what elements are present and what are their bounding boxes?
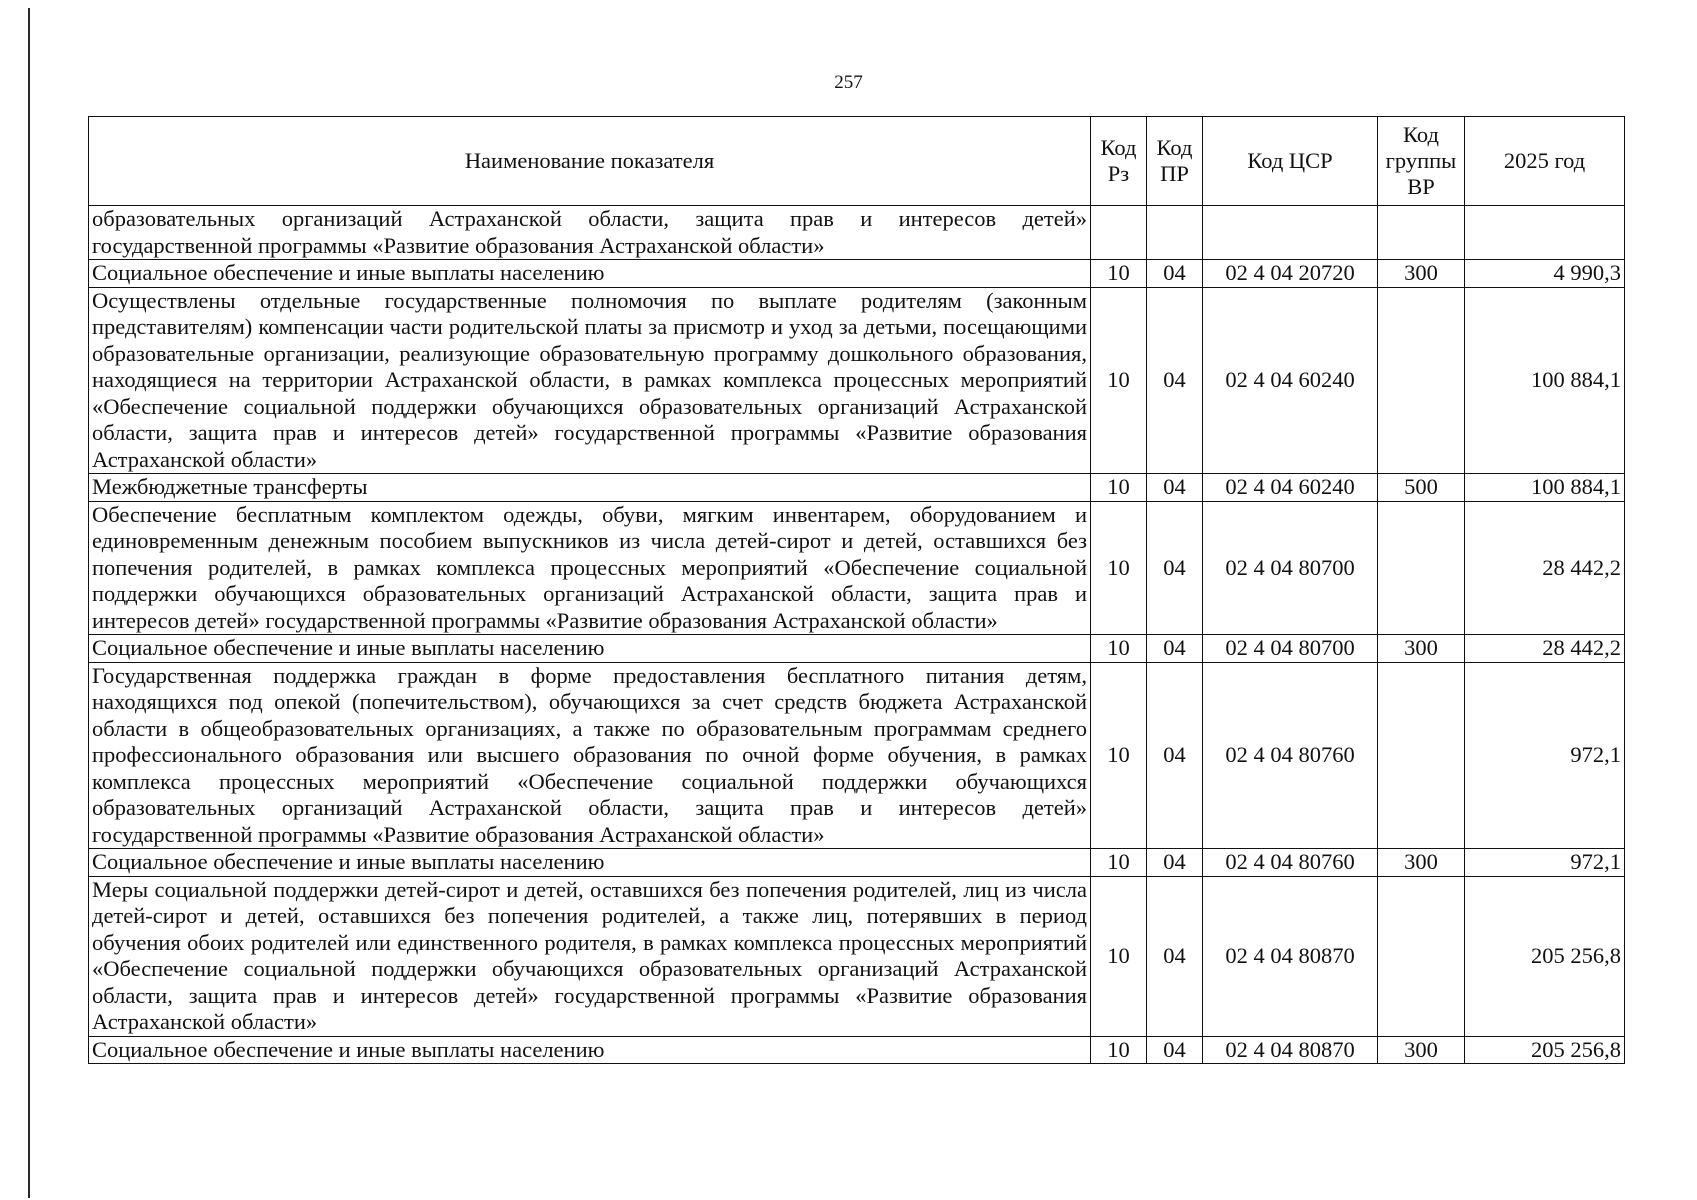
row-csr: 02 4 04 80760 [1203,849,1378,877]
row-csr: 02 4 04 80870 [1203,1036,1378,1064]
row-csr: 02 4 04 20720 [1203,260,1378,288]
row-csr: 02 4 04 80700 [1203,635,1378,663]
row-amount: 972,1 [1465,662,1625,849]
table-row [89,849,1625,877]
row-vr [1378,501,1465,635]
row-vr: 500 [1378,474,1465,502]
row-rz [1091,206,1147,260]
row-name: Социальное обеспечение и иные выплаты населению [89,635,1091,663]
table-row [89,662,1625,849]
row-rz: 10 [1091,849,1147,877]
row-rz: 10 [1091,662,1147,849]
row-csr: 02 4 04 60240 [1203,287,1378,474]
row-name: Государственная поддержка граждан в форме предоставления бесплатного питания детям, находящихся под опекой (попечительством), обучающихся за счет средств бюджета Астраханской области в общеобразовательных организациях, а также по образовательным программам среднего профессионального образования или высшего образования по очной форме обучения, в рамках комплекса процессных мероприятий «Обеспечение социальной поддержки обучающихся образовательных организаций Астраханской области, защита прав и интересов детей» государственной программы «Развитие образования Астраханской области» [89,662,1091,849]
header-csr: Код ЦСР [1203,117,1378,206]
row-vr: 300 [1378,1036,1465,1064]
row-pr: 04 [1147,1036,1203,1064]
row-vr [1378,876,1465,1036]
row-amount: 28 442,2 [1465,635,1625,663]
row-rz: 10 [1091,1036,1147,1064]
row-name: Межбюджетные трансферты [89,474,1091,502]
table-row [89,876,1625,1036]
row-pr [1147,206,1203,260]
row-amount [1465,206,1625,260]
row-amount: 28 442,2 [1465,501,1625,635]
table-row [89,635,1625,663]
page-number: 257 [834,72,863,93]
row-vr: 300 [1378,260,1465,288]
table-row [89,1036,1625,1064]
row-amount: 972,1 [1465,849,1625,877]
table-row [89,206,1625,260]
row-name: образовательных организаций Астраханской области, защита прав и интересов детей» государственной программы «Развитие образования Астраханской области» [89,206,1091,260]
header-vr: Код группы ВР [1378,117,1465,206]
row-csr: 02 4 04 80760 [1203,662,1378,849]
table-row [89,287,1625,474]
row-vr: 300 [1378,635,1465,663]
row-amount: 100 884,1 [1465,287,1625,474]
row-pr: 04 [1147,501,1203,635]
row-csr [1203,206,1378,260]
row-rz: 10 [1091,260,1147,288]
row-vr [1378,662,1465,849]
row-pr: 04 [1147,849,1203,877]
row-name: Социальное обеспечение и иные выплаты населению [89,1036,1091,1064]
table-row [89,260,1625,288]
row-rz: 10 [1091,876,1147,1036]
row-rz: 10 [1091,474,1147,502]
row-name: Меры социальной поддержки детей-сирот и детей, оставшихся без попечения родителей, лиц из числа детей-сирот и детей, оставшихся без попечения родителей, а также лиц, потерявших в период обучения обоих родителей или единственного родителя, в рамках комплекса процессных мероприятий «Обеспечение социальной поддержки обучающихся образовательных организаций Астраханской области, защита прав и интересов детей» государственной программы «Развитие образования Астраханской области» [89,876,1091,1036]
row-rz: 10 [1091,635,1147,663]
row-amount: 205 256,8 [1465,1036,1625,1064]
row-rz: 10 [1091,501,1147,635]
row-rz: 10 [1091,287,1147,474]
row-name: Социальное обеспечение и иные выплаты населению [89,849,1091,877]
row-name: Социальное обеспечение и иные выплаты населению [89,260,1091,288]
budget-table [88,116,1625,1064]
table-row [89,474,1625,502]
header-year: 2025 год [1465,117,1625,206]
row-vr: 300 [1378,849,1465,877]
table-header-row [89,117,1625,206]
table-row [89,501,1625,635]
row-csr: 02 4 04 60240 [1203,474,1378,502]
row-amount: 4 990,3 [1465,260,1625,288]
row-pr: 04 [1147,876,1203,1036]
row-pr: 04 [1147,635,1203,663]
row-pr: 04 [1147,474,1203,502]
row-pr: 04 [1147,662,1203,849]
row-pr: 04 [1147,287,1203,474]
row-pr: 04 [1147,260,1203,288]
row-amount: 205 256,8 [1465,876,1625,1036]
row-csr: 02 4 04 80700 [1203,501,1378,635]
row-name: Обеспечение бесплатным комплектом одежды, обуви, мягким инвентарем, оборудованием и единовременным денежным пособием выпускников из числа детей-сирот и детей, оставшихся без попечения родителей, в рамках комплекса процессных мероприятий «Обеспечение социальной поддержки обучающихся образовательных организаций Астраханской области, защита прав и интересов детей» государственной программы «Развитие образования Астраханской области» [89,501,1091,635]
row-vr [1378,206,1465,260]
row-name: Осуществлены отдельные государственные полномочия по выплате родителям (законным представителям) компенсации части родительской платы за присмотр и уход за детьми, посещающими образовательные организации, реализующие образовательную программу дошкольного образования, находящиеся на территории Астраханской области, в рамках комплекса процессных мероприятий «Обеспечение социальной поддержки обучающихся образовательных организаций Астраханской области, защита прав и интересов детей» государственной программы «Развитие образования Астраханской области» [89,287,1091,474]
header-rz: Код Рз [1091,117,1147,206]
header-pr: Код ПР [1147,117,1203,206]
row-vr [1378,287,1465,474]
header-name: Наименование показателя [89,117,1091,206]
row-csr: 02 4 04 80870 [1203,876,1378,1036]
row-amount: 100 884,1 [1465,474,1625,502]
page-binding-edge [28,8,30,1198]
